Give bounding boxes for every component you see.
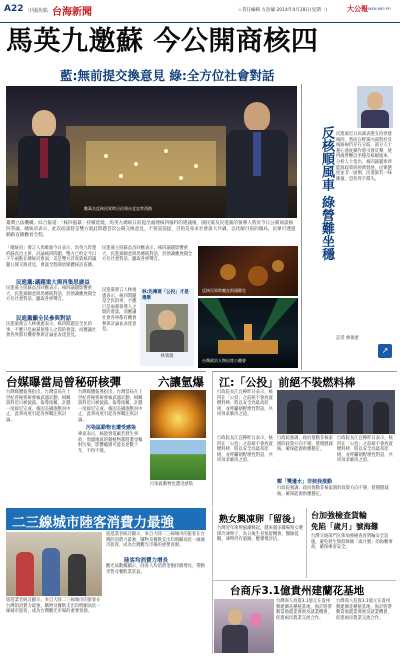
page-header bbox=[0, 0, 400, 23]
night-photo-caption: 反核民眾昨晚在街頭靜坐 bbox=[202, 288, 246, 293]
section-f-body: 台灣商人投資3.1億元在貴州興建蘭花種植基地，預計將帶動當地農業發展及就業機會，促進兩岸農業交流合作。 bbox=[276, 599, 332, 621]
section-e bbox=[306, 508, 397, 578]
paper-name-en: WEN WEI PO bbox=[368, 7, 391, 11]
section-c-body2: 旅遊業者統計顯示，來自大陸二三線城市的旅客在台灣的消費力最強，購物及餐飲支出均明顯高於一線城市旅客，成為台灣觀光市場的重要客源。 bbox=[106, 532, 205, 549]
section-c-sub-body: 觀光局數據顯示，陸客人均消費金額持續增長，帶動零售及餐飲業景氣。 bbox=[106, 564, 205, 575]
rally-photo bbox=[6, 86, 297, 218]
sub1-body: 民進黨主席蘇貞昌回應表示，核四議題影響重大，民進黨願意與馬總統對話，但強調應展開全方位社會對話，聽取各界聲音。 bbox=[6, 286, 97, 303]
sub2-body: 民進黨發言人林俊憲表示，核四問題是全民的事，不應只是兩黨領導人之間的會談，而應讓社會各界都有機會參與討論並表達意見。 bbox=[6, 322, 97, 339]
section-b-body2: 行政院長江宜樺昨日表示，核四在「公投」之前絕不會放置燃料棒，將以安全為最高原則，並呼籲朝野理性對話，共同尋求解決之道。 bbox=[217, 436, 273, 464]
section-small: 中國焦點 bbox=[28, 8, 49, 14]
section-f-body2: 台灣商人投資3.1億元在貴州興建蘭花種植基地，預計將帶動當地農業發展及就業機會，促進兩岸農業交流合作。 bbox=[336, 599, 392, 621]
sidebar-column bbox=[301, 84, 397, 370]
rally-photo-caption: 數萬名反核民眾昨日佔領台北忠孝西路 bbox=[84, 206, 152, 211]
issue-meta: ☆責任編輯 方浩嘯 2014年4月28日(星期一) bbox=[238, 8, 327, 13]
section-b-headline: 江:「公投」前絕不裝燃料棒 bbox=[219, 376, 356, 389]
ma-portrait bbox=[14, 110, 74, 218]
page-number: A22 bbox=[4, 4, 24, 14]
section-a-body2: 台灣媒體報導指出，台灣當局在上世紀曾秘密研發核武器計劃，相關資料近日被披露。報導指稱，計劃一度接近完成，後因美國施壓而中止，此事再度引起各界關注與討論。 bbox=[78, 390, 143, 423]
section-b-sub-body: 行政院強調，政府推動非核家園的政策方向不變，將穩健減核，確保能源供應穩定。 bbox=[277, 486, 389, 497]
section-b-body3: 行政院強調，政府推動非核家園的政策方向不變，將穩健減核，確保能源供應穩定。 bbox=[277, 436, 333, 453]
main-body-col2b: 民進黨發言人林俊憲表示，核四問題是全民的事，不應只是兩黨領導人之間的會談，而應讓社會各界都有機會參與討論並表達意見。 bbox=[102, 288, 137, 333]
tv-caption: 台灣政治人物出席公聽會 bbox=[202, 358, 246, 363]
night-protest-photo bbox=[198, 246, 298, 296]
section-a bbox=[6, 371, 206, 507]
section-d-body: 台灣近年凍卵風潮興起，越來越多職場熟女選擇冷凍卵子，為日後生育預留機會。醫師提醒，凍卵仍有風險，應審慎評估。 bbox=[217, 526, 303, 543]
sidebar-byline: 記者 林俊憲 bbox=[336, 336, 359, 341]
sidebar-portrait bbox=[357, 86, 393, 128]
tourists-photo bbox=[6, 532, 102, 596]
sub1-title: 民進黨:議題重大需再集思廣益 bbox=[16, 280, 90, 286]
main-headline: 馬英九邀蘇 今公開商核四 bbox=[6, 26, 319, 57]
main-body-intro: 臺灣立法機構、綜合報道：「核四風暴」持續延燒，馬英九總統日前提出處理核四廢料的建議後，國民黨及民進黨的領導人將於今日公開商談核四爭議。總統府表示，此次面談將是雙方就此問題首次公開交換意見，不預設前提，目的是尋求社會最大共識，以化解目前的僵局，民眾可透過網路直播觀看全程。 bbox=[6, 221, 296, 238]
section-title: 台海新聞 bbox=[52, 7, 92, 18]
section-a-sub-body: 專家表示，核能發電廠若發生事故，周邊地區的動植物都將遭受輻射污染，影響範圍可能長達數十年，不得不慎。 bbox=[78, 432, 143, 454]
section-a-headline: 台媒曝當局曾秘研核彈 bbox=[6, 375, 121, 389]
people-box bbox=[140, 288, 194, 366]
main-body-col2: 民進黨主席蘇貞昌回應表示，核四議題影響重大，民進黨願意與馬總統對話，但強調應展開全方位社會對話，聽取各界聲音。 bbox=[102, 246, 193, 263]
section-a-headline2: 六讓氫爆 bbox=[158, 375, 204, 389]
section-f-headline: 台商斥3.1億貴州建蘭花基地 bbox=[230, 585, 365, 597]
section-c bbox=[6, 508, 206, 654]
farmland-photo bbox=[150, 440, 206, 480]
section-a-caption: 污染區動物也遭受感染 bbox=[150, 482, 193, 487]
orchid-photo bbox=[214, 599, 274, 653]
section-a-sub: 污染區動物也遭受感染 bbox=[86, 425, 137, 431]
section-b-body: 行政院長江宜樺昨日表示，核四在「公投」之前絕不會放置燃料棒，將以安全為最高原則，並呼籲朝野理性對話，共同尋求解決之道。 bbox=[217, 390, 273, 418]
su-portrait bbox=[224, 102, 290, 218]
section-a-body: 台灣媒體報導指出，台灣當局在上世紀曾秘密研發核武器計劃，相關資料近日被披露。報導指稱，計劃一度接近完成，後因美國施壓而中止，此事再度引起各界關注與討論。 bbox=[6, 390, 71, 423]
section-c-body: 旅遊業者統計顯示，來自大陸二三線城市的旅客在台灣的消費力最強，購物及餐飲支出均明顯高於一線城市旅客，成為台灣觀光市場的重要客源。 bbox=[6, 598, 101, 615]
section-e-body: 台灣交通部門宣佈加強檢查客貨輪安全設施，避免發生類似韓國「歲月號」的海難事故，確保乘客安全。 bbox=[311, 534, 393, 551]
section-d-headline: 熟女興凍卵「留後」 bbox=[219, 515, 301, 525]
explosion-photo bbox=[150, 390, 206, 438]
main-body-col1: 「總統府」發言人馬維敏今日表示，馬英九昨邀約蘇貞昌主席，討論核四問題，雙方已約定今日下午兩點在總統府會面，這是雙方首度就核四議題公開交換意見，會談全程開放媒體採訪直播。 bbox=[6, 246, 97, 268]
main-subhead: 藍:無前提交換意見 綠:全方位社會對話 bbox=[60, 68, 275, 83]
section-c-sub: 陸客均消費力增長 bbox=[124, 558, 169, 564]
section-e-headline: 台加強檢查貨輪 bbox=[311, 511, 367, 520]
people-box-caption: 林義雄 bbox=[160, 354, 174, 359]
section-f bbox=[212, 580, 396, 655]
people-box-title: 林:先傳達「公投」才是選舉 bbox=[142, 290, 189, 301]
sidebar-body: 民進黨近日高調表態支持停建核四，然而在野黨內部對於反核路線仍存在分歧，部分人士憂心過度操作將引發反彈，使得綠營難以坐穩反核順風車。分析人士指出，核四議題牽涉能源政策與經濟發展，民眾態度並非一面倒，民進黨若一味衝撞，恐怕得不償失。 bbox=[336, 132, 392, 182]
section-b-body4: 行政院長江宜樺昨日表示，核四在「公投」之前絕不會放置燃料棒，將以安全為最高原則，並呼籲朝野理性對話，共同尋求解決之道。 bbox=[337, 436, 393, 464]
section-c-headline: 二三線城市陸客消費力最強 bbox=[12, 515, 174, 531]
section-b-sub: 鄭「雙邊水」非核我推動 bbox=[277, 479, 333, 485]
section-b bbox=[212, 371, 397, 507]
lin-portrait bbox=[146, 304, 188, 352]
presidential-office-photo bbox=[198, 298, 298, 368]
press-conference-photo bbox=[277, 390, 395, 434]
sub2-title: 民進黨籲全民參與對話 bbox=[16, 316, 72, 322]
sidebar-title: 反核順風車 綠營難坐穩 bbox=[319, 126, 334, 261]
paper-name: 大公報 bbox=[347, 5, 368, 13]
section-e-headline2: 免陷「歲月」號海難 bbox=[311, 522, 379, 531]
share-icon: ↗ bbox=[378, 344, 392, 358]
